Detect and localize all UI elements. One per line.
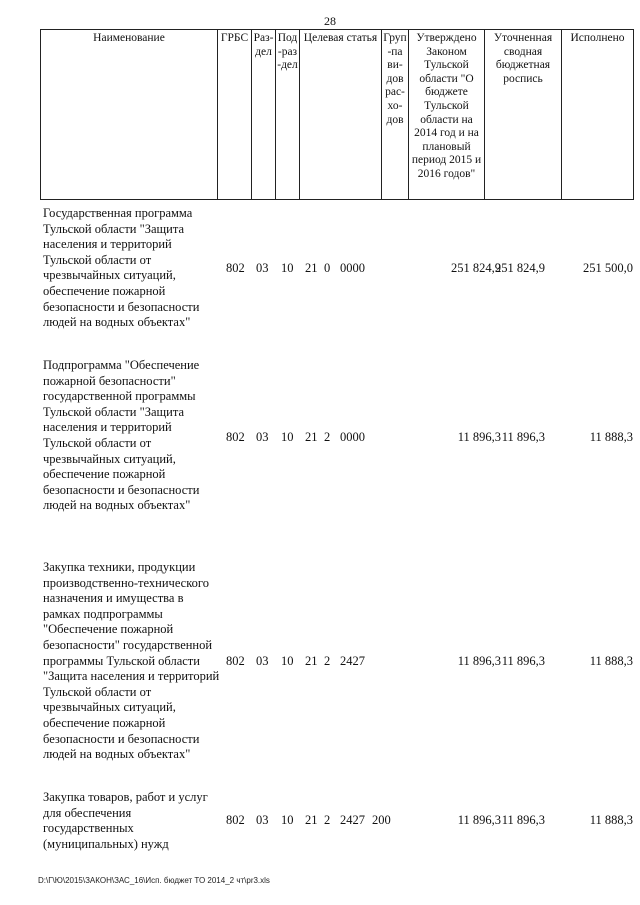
- header-podrazdel: Под-раз-дел: [276, 30, 300, 200]
- row-grbs: 802: [226, 430, 245, 444]
- row-target-program: 21: [305, 430, 318, 444]
- footer-file-path: D:\Г\Ю\2015\ЗАКОН\ЗАС_16\Исп. бюджет ТО 2014_2 чт\pr3.xls: [38, 876, 270, 885]
- row-target-program: 21: [305, 813, 318, 827]
- row-name: Закупка товаров, работ и услуг для обеспечения государственных (муниципальных) нужд: [43, 790, 208, 851]
- row-target-code: 0000: [340, 261, 365, 275]
- row-approved: 251 824,9: [451, 261, 501, 275]
- table-row: [0, 358, 640, 518]
- header-approved: Утверждено Законом Тульской области "О бюджете Тульской области на 2014 год и на плановый период 2015 и 2016 годов": [409, 30, 485, 200]
- row-revised: 11 896,3: [501, 654, 545, 668]
- row-name: Закупка техники, продукции производственно-технического назначения и имущества в рамках подпрограммы "Обеспечение пожарной безопасности" государственной программы Тульской области "Защита населения и территорий Тульской области от чрезвычайных ситуаций, обеспечение пожарной безопасности и безопасности людей на водных объектах": [43, 560, 220, 762]
- row-podrazdel: 10: [281, 261, 294, 275]
- row-executed: 11 888,3: [589, 813, 633, 827]
- row-approved: 11 896,3: [457, 430, 501, 444]
- row-approved: 11 896,3: [457, 654, 501, 668]
- row-name: Государственная программа Тульской области "Защита населения и территорий Тульской области от чрезвычайных ситуаций, обеспечение пожарной безопасности и безопасности людей на водных объектах": [43, 206, 200, 330]
- row-grbs: 802: [226, 813, 245, 827]
- header-executed: Исполнено: [562, 30, 634, 200]
- header-target-article: Целевая статья: [300, 30, 382, 200]
- page-number: 28: [324, 14, 336, 28]
- row-revised: 11 896,3: [501, 813, 545, 827]
- row-target-subprogram: 2: [324, 813, 331, 827]
- row-podrazdel: 10: [281, 813, 294, 827]
- row-grbs: 802: [226, 654, 245, 668]
- row-executed: 11 888,3: [589, 654, 633, 668]
- row-target-code: 2427: [340, 813, 365, 827]
- row-podrazdel: 10: [281, 654, 294, 668]
- row-razdel: 03: [256, 813, 269, 827]
- row-revised: 11 896,3: [501, 430, 545, 444]
- table-row: [0, 790, 640, 854]
- row-target-program: 21: [305, 654, 318, 668]
- row-executed: 11 888,3: [589, 430, 633, 444]
- header-revised: Уточненная сводная бюджетная роспись: [485, 30, 562, 200]
- row-target-subprogram: 2: [324, 430, 331, 444]
- row-target-subprogram: 2: [324, 654, 331, 668]
- row-expense-group: 200: [372, 813, 391, 827]
- table-header: [40, 29, 634, 200]
- header-expense-group: Груп-па ви-дов рас-хо-дов: [382, 30, 409, 200]
- row-podrazdel: 10: [281, 430, 294, 444]
- row-target-subprogram: 0: [324, 261, 331, 275]
- row-grbs: 802: [226, 261, 245, 275]
- header-name: Наименование: [41, 30, 218, 200]
- row-executed: 251 500,0: [583, 261, 633, 275]
- row-razdel: 03: [256, 430, 269, 444]
- row-razdel: 03: [256, 654, 269, 668]
- row-name: Подпрограмма "Обеспечение пожарной безопасности" государственной программы Тульской области "Защита населения и территорий Тульской области от чрезвычайных ситуаций, обеспечение пожарной безопасности и безопасности людей на водных объектах": [43, 358, 200, 513]
- row-target-code: 0000: [340, 430, 365, 444]
- header-grbs: ГРБС: [218, 30, 252, 200]
- row-target-program: 21: [305, 261, 318, 275]
- row-razdel: 03: [256, 261, 269, 275]
- table-row: [0, 206, 640, 331]
- row-approved: 11 896,3: [457, 813, 501, 827]
- table-row: [0, 560, 640, 770]
- row-target-code: 2427: [340, 654, 365, 668]
- header-razdel: Раз-дел: [252, 30, 276, 200]
- row-revised: 251 824,9: [495, 261, 545, 275]
